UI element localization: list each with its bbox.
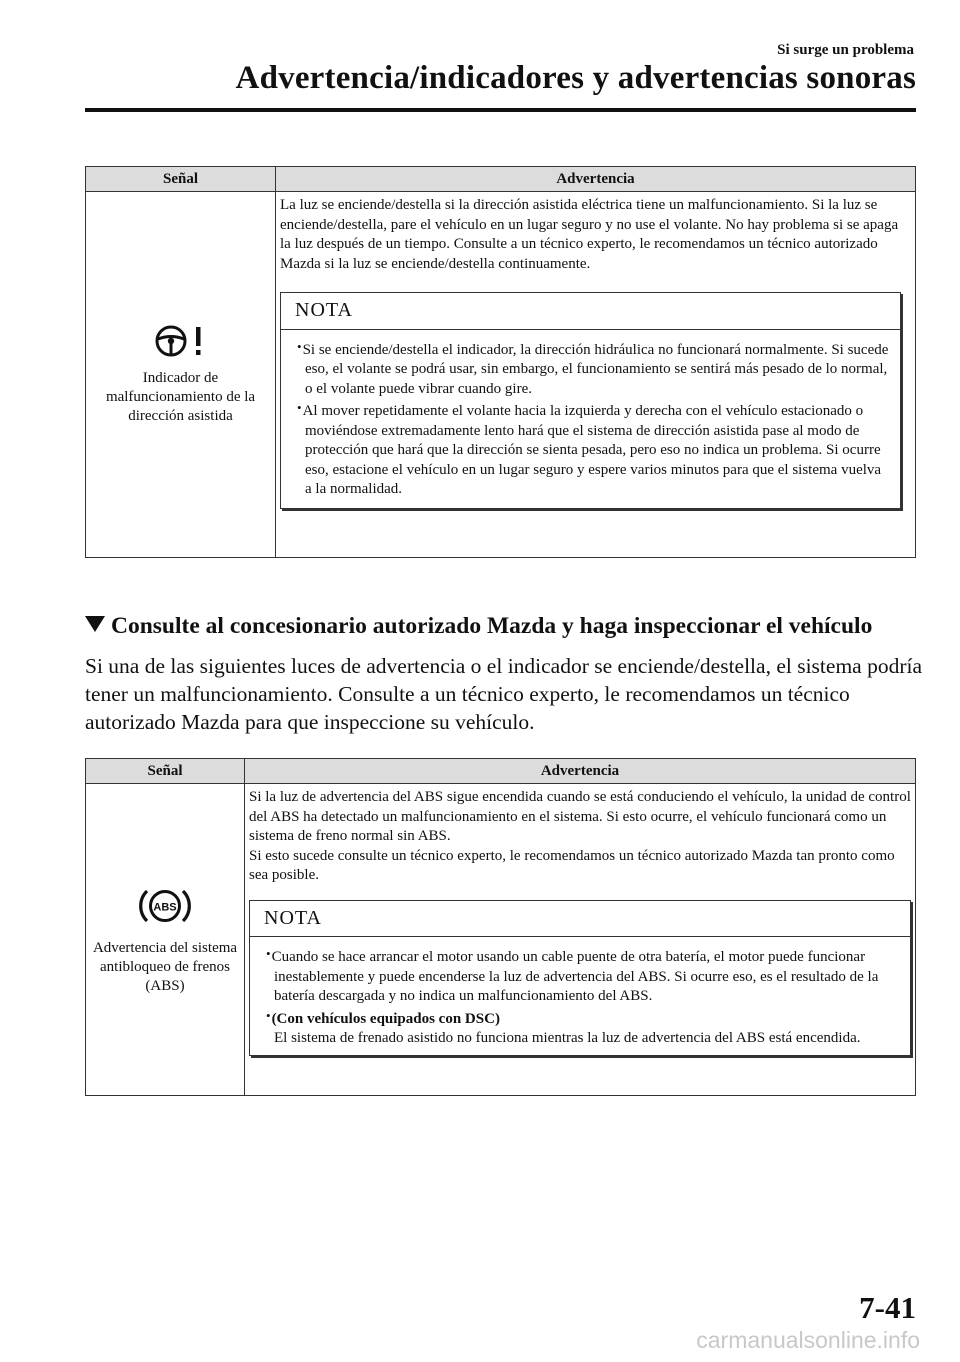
signal-label: Advertencia del sistema antibloqueo de frenos (ABS): [92, 940, 238, 994]
watermark: carmanualsonline.info: [696, 1327, 920, 1353]
note-box: [280, 292, 901, 509]
warning-cell: [276, 192, 916, 558]
power-steering-table: [85, 166, 916, 558]
power-steering-warning-icon: [152, 323, 210, 365]
signal-cell: [86, 192, 276, 558]
note-box: [249, 900, 911, 1056]
triangle-marker-icon: [85, 616, 105, 632]
abs-table: [85, 758, 916, 1096]
note-bullet: • Al mover repetidamente el volante hacia la izquierda y derecha con el vehículo estacionado o moviéndose extremadamente lento hará que el sistema de dirección asistida pase al modo de protección que hará que la dirección se sienta pesada, pero eso no indica un problema. Si ocurre eso, estacione el vehículo en un lugar seguro y espere varios minutos para que el sistema vuelva a la normalidad.: [293, 401, 890, 500]
warning-text: Si esto sucede consulte un técnico experto, le recomendamos un técnico autorizado Mazda tan pronto como sea posible.: [249, 847, 895, 883]
column-header-warning: Advertencia: [245, 759, 916, 784]
note-bullet-text: El sistema de frenado asistido no funciona mientras la luz de advertencia del ABS está encendida.: [274, 1030, 861, 1046]
note-body: [281, 330, 900, 508]
section-header: Si surge un problema: [777, 42, 914, 58]
page-title: Advertencia/indicadores y advertencias sonoras: [235, 60, 916, 96]
warning-text: Si la luz de advertencia del ABS sigue encendida cuando se está conduciendo el vehículo, la unidad de control del ABS ha detectado un malfuncionamiento en el sistema. Si esto ocurre, el vehículo funcionará como un sistema de freno normal sin ABS.: [249, 789, 911, 844]
section-paragraph: Si una de las siguientes luces de advertencia o el indicador se enciende/destella, el sistema podría tener un malfuncionamiento. Consulte a un técnico experto, le recomendamos un técnico autorizado Mazda para que inspeccione su vehículo.: [85, 654, 923, 734]
page-number: 7-41: [859, 1290, 916, 1325]
warning-text: La luz se enciende/destella si la dirección asistida eléctrica tiene un malfuncionamiento. Si la luz se enciende/destella, pare el vehículo en un lugar seguro y no use el volante. No hay problema si se apaga la luz después de un tiempo. Consulte a un técnico experto, le recomendamos un técnico autorizado Mazda si la luz se enciende/destella continuamente.: [280, 197, 899, 272]
note-body: [250, 937, 910, 1055]
column-header-signal: Señal: [86, 167, 276, 192]
abs-icon-text: ABS: [153, 901, 177, 914]
signal-label: Indicador de malfuncionamiento de la dirección asistida: [105, 370, 256, 424]
note-bullet: • Cuando se hace arrancar el motor usando un cable puente de otra batería, el motor puede funcionar inestablemente y puede encenderse la luz de advertencia del ABS. Si ocurre eso, es el resultado de la batería descargada y no indica un malfuncionamiento del ABS.: [262, 947, 900, 1007]
warning-cell: [245, 784, 916, 1096]
note-title: NOTA: [281, 293, 900, 330]
column-header-warning: Advertencia: [276, 167, 916, 192]
column-header-signal: Señal: [86, 759, 245, 784]
header-divider: [85, 108, 916, 112]
note-title: NOTA: [250, 901, 910, 938]
section-title: Consulte al concesionario autorizado Mazda y haga inspeccionar el vehículo: [85, 613, 872, 640]
abs-warning-icon: [134, 883, 196, 935]
signal-cell: [86, 784, 245, 1096]
note-bullet: • Si se enciende/destella el indicador, la dirección hidráulica no funcionará normalmente. Si sucede eso, el volante se podrá usar, sin embargo, el funcionamiento se sentirá más pesado de lo normal, o el volante puede vibrar cuando gire.: [293, 340, 890, 400]
note-bullet: [262, 1009, 900, 1030]
note-bullet-heading: (Con vehículos equipados con DSC): [271, 1010, 500, 1027]
